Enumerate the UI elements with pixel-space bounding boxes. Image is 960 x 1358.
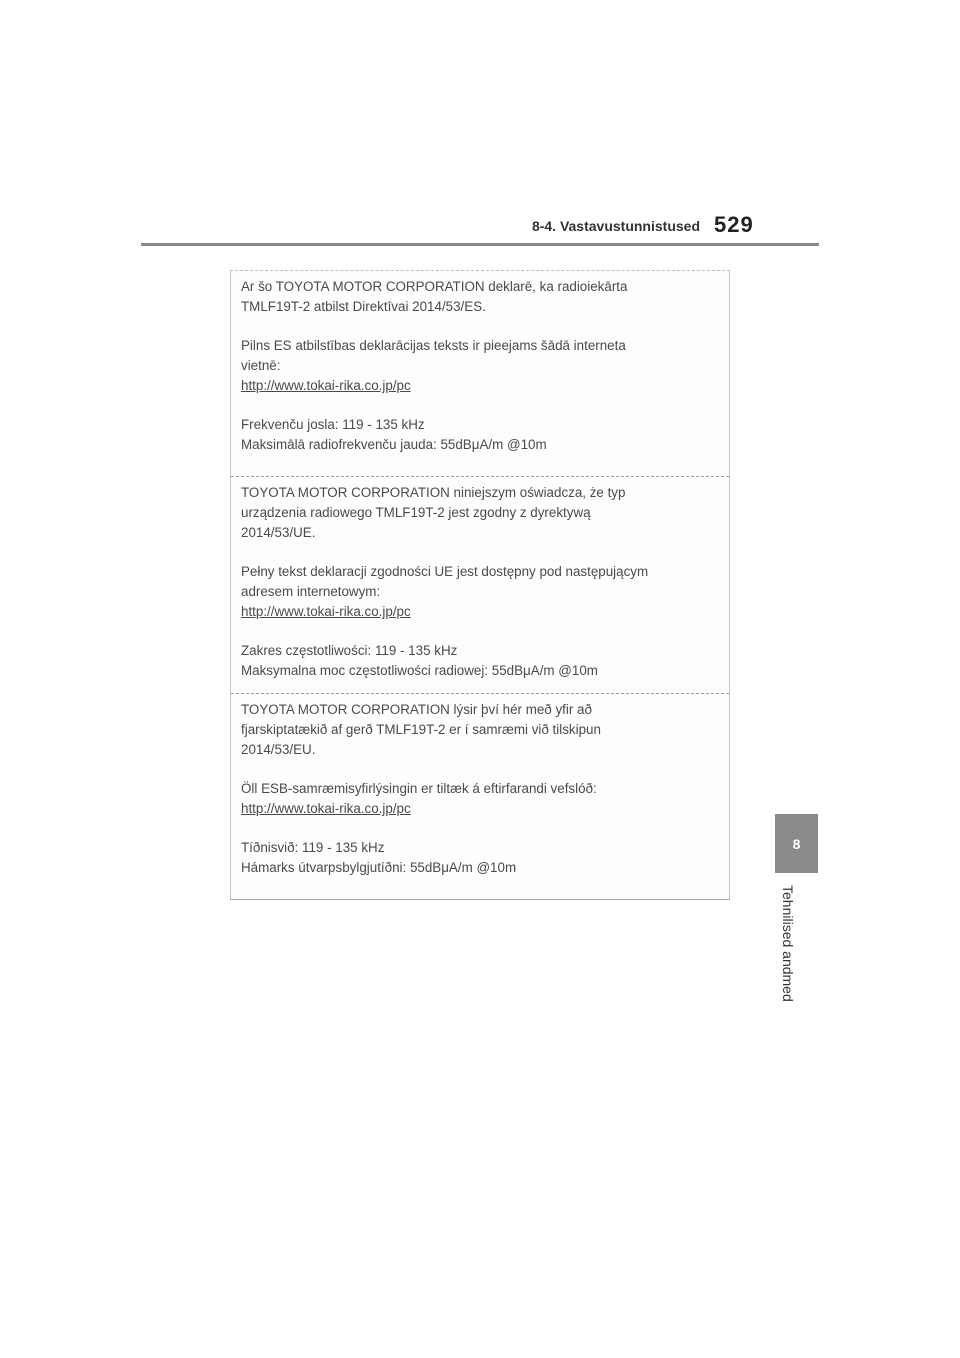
declaration-icelandic (231, 693, 729, 899)
frequency-band: Zakres częstotliwości: 119 - 135 kHz (241, 643, 458, 658)
declaration-latvian (231, 271, 729, 476)
declaration-url-link[interactable]: http://www.tokai-rika.co.jp/pc (241, 604, 411, 619)
declaration-polish (231, 476, 729, 693)
max-power: Hámarks útvarpsbylgjutíðni: 55dBμA/m @10m (241, 860, 517, 875)
intro-line: urządzenia radiowego TMLF19T-2 jest zgodny z dyrektywą (241, 505, 591, 520)
frequency-band: Tíðnisvið: 119 - 135 kHz (241, 840, 385, 855)
page-number: 529 (714, 212, 754, 237)
chapter-tab (775, 814, 818, 873)
chapter-number: 8 (792, 835, 801, 852)
text-line: Pilns ES atbilstības deklarācijas teksts ir pieejams šādā interneta (241, 338, 626, 353)
intro-line: 2014/53/EU. (241, 742, 316, 757)
max-power: Maksimālā radiofrekvenču jauda: 55dBμA/m @10m (241, 437, 547, 452)
header-divider (141, 243, 819, 246)
chapter-title: Tehnilised andmed (780, 885, 796, 1002)
frequency-band: Frekvenču josla: 119 - 135 kHz (241, 417, 425, 432)
intro-line: TMLF19T-2 atbilst Direktīvai 2014/53/ES. (241, 299, 486, 314)
text-line: Öll ESB-samræmisyfirlýsingin er tiltæk á eftirfarandi vefslóð: (241, 781, 597, 796)
text-line: Pełny tekst deklaracji zgodności UE jest dostępny pod następującym (241, 564, 649, 579)
intro-line: TOYOTA MOTOR CORPORATION lýsir því hér með yfir að (241, 702, 592, 717)
intro-line: 2014/53/UE. (241, 525, 316, 540)
declaration-url-link[interactable]: http://www.tokai-rika.co.jp/pc (241, 801, 411, 816)
intro-line: Ar šo TOYOTA MOTOR CORPORATION deklarē, ka radioiekārta (241, 279, 628, 294)
intro-line: fjarskiptatækið af gerð TMLF19T-2 er í samræmi við tilskipun (241, 722, 601, 737)
text-line: adresem internetowym: (241, 584, 381, 599)
max-power: Maksymalna moc częstotliwości radiowej: 55dBμA/m @10m (241, 663, 598, 678)
intro-line: TOYOTA MOTOR CORPORATION niniejszym oświadcza, że typ (241, 485, 626, 500)
section-title: 8-4. Vastavustunnistused (531, 218, 700, 234)
declaration-url-link[interactable]: http://www.tokai-rika.co.jp/pc (241, 378, 411, 393)
text-line: vietnē: (241, 358, 281, 373)
declaration-scan (230, 270, 730, 900)
